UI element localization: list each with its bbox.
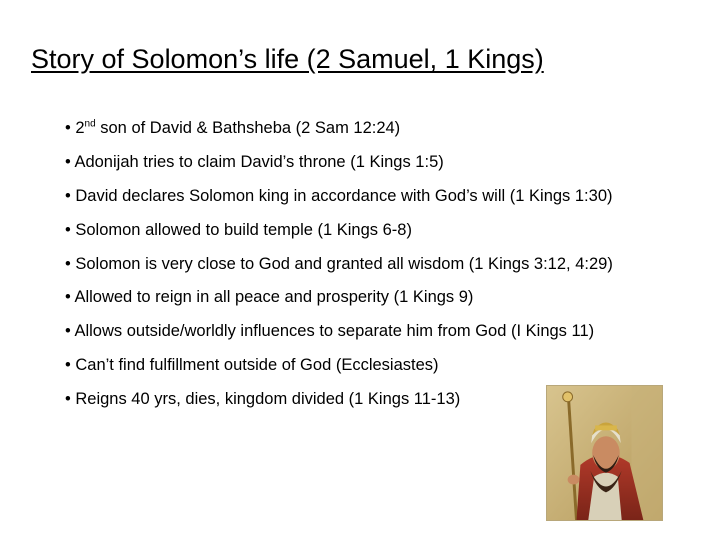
bullet-superscript: nd — [84, 118, 96, 130]
bullet-item: • Adonijah tries to claim David’s throne (1 Kings 1:5) — [65, 152, 444, 171]
bullet-item — [65, 118, 705, 152]
bullet-list — [65, 118, 705, 423]
bullet-prefix: • 2 — [65, 119, 85, 137]
bullet-item: • Can’t find fulfillment outside of God (Ecclesiastes) — [65, 356, 439, 375]
king-solomon-portrait — [546, 385, 663, 521]
bullet-item: • Reigns 40 yrs, dies, kingdom divided (1 Kings 11-13) — [65, 390, 461, 409]
bullet-text: son of David & Bathsheba (2 Sam 12:24) — [95, 119, 401, 137]
portrait-image — [547, 386, 662, 520]
bullet-item: • David declares Solomon king in accordance with God’s will (1 Kings 1:30) — [65, 186, 613, 205]
bullet-item: • Allows outside/worldly influences to separate him from God (I Kings 11) — [65, 322, 595, 341]
bullet-item: • Solomon allowed to build temple (1 Kings 6-8) — [65, 220, 412, 239]
bullet-item: • Allowed to reign in all peace and prosperity (1 Kings 9) — [65, 288, 474, 307]
bullet-item: • Solomon is very close to God and granted all wisdom (1 Kings 3:12, 4:29) — [65, 254, 613, 273]
slide-title: Story of Solomon’s life (2 Samuel, 1 Kings) — [31, 44, 544, 74]
